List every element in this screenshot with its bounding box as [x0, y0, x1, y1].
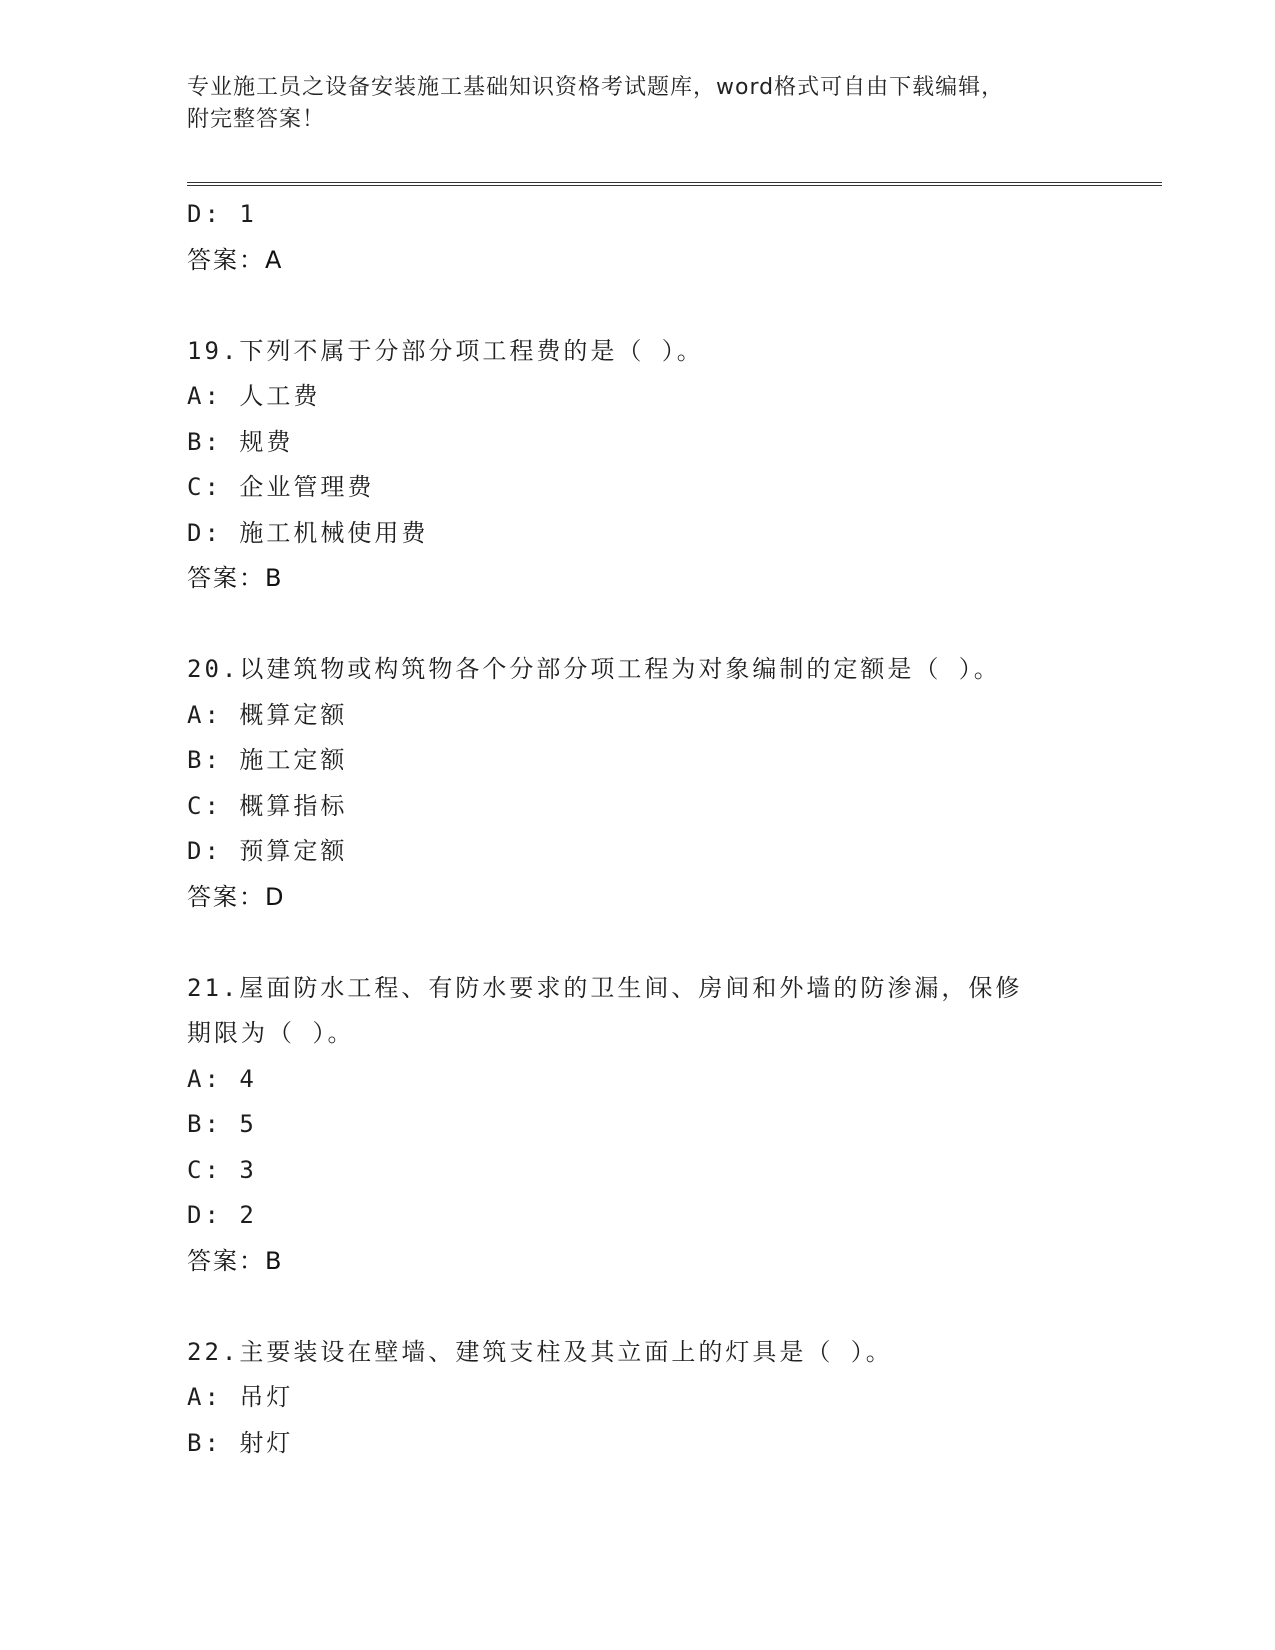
spacer: [187, 283, 1162, 329]
option-a: A: 人工费: [187, 382, 321, 410]
question-text: 21.屋面防水工程、有防水要求的卫生间、房间和外墙的防渗漏，保修: [187, 973, 1023, 1002]
question-20: [187, 647, 1162, 920]
option-c: C: 企业管理费: [187, 473, 375, 501]
option-a: A: 吊灯: [187, 1383, 294, 1411]
option-d: D: 施工机械使用费: [187, 518, 429, 547]
answer-line: 答案：B: [187, 1246, 284, 1275]
option-b: B: 施工定额: [187, 746, 348, 774]
answer-line: 答案：A: [187, 245, 284, 274]
option-b: B: 射灯: [187, 1428, 294, 1457]
option-d: D: 1: [187, 200, 257, 228]
option-d: D: 预算定额: [187, 837, 348, 865]
question-21: [187, 966, 1162, 1285]
document-header: [187, 72, 1162, 136]
option-d: D: 2: [187, 1201, 257, 1229]
question-text: 22.主要装设在壁墙、建筑支柱及其立面上的灯具是（ ）。: [187, 1337, 893, 1366]
option-c: C: 概算指标: [187, 791, 348, 820]
header-divider: [187, 182, 1162, 186]
document-page: [187, 72, 1162, 1466]
answer-line: 答案：B: [187, 564, 284, 592]
option-a: A: 概算定额: [187, 700, 348, 729]
spacer: [187, 602, 1162, 648]
question-19: [187, 329, 1162, 602]
spacer: [187, 1284, 1162, 1330]
option-a: A: 4: [187, 1064, 257, 1093]
option-b: B: 规费: [187, 427, 294, 456]
spacer: [187, 920, 1162, 966]
question-text: 19.下列不属于分部分项工程费的是（ ）。: [187, 336, 704, 365]
question-18-continued: [187, 192, 1162, 283]
question-text-continued: 期限为（ ）。: [187, 1019, 355, 1047]
header-line-1: 专业施工员之设备安装施工基础知识资格考试题库，word格式可自由下载编辑，: [187, 75, 1005, 100]
header-line-2: 附完整答案！: [187, 107, 326, 132]
question-22: [187, 1330, 1162, 1467]
answer-line: 答案：D: [187, 882, 286, 911]
option-c: C: 3: [187, 1155, 257, 1184]
question-text: 20.以建筑物或构筑物各个分部分项工程为对象编制的定额是（ ）。: [187, 655, 1001, 683]
option-b: B: 5: [187, 1110, 257, 1138]
